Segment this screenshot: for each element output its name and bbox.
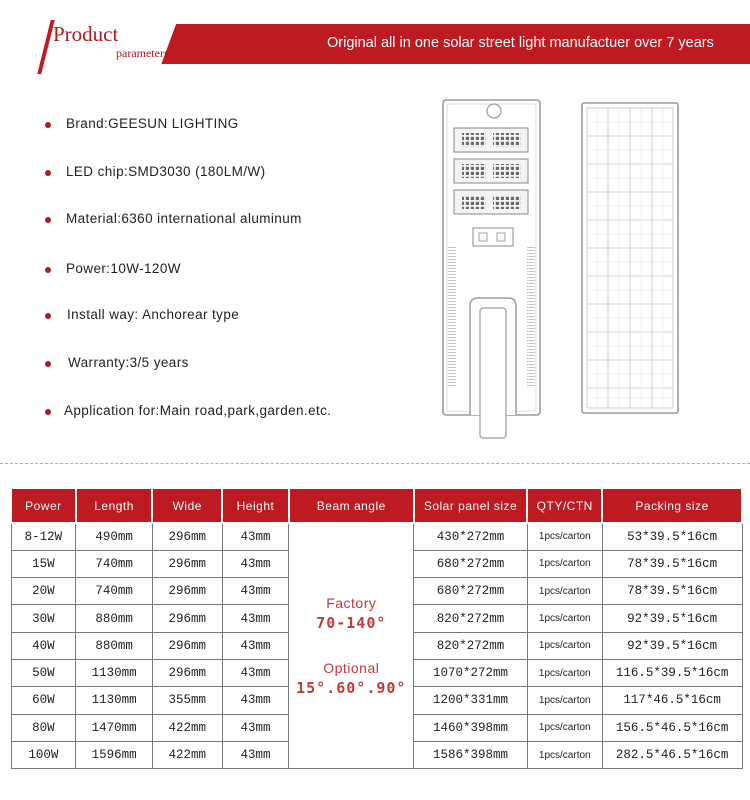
bullet-icon xyxy=(45,409,51,415)
cell-wide: 296mm xyxy=(152,523,222,550)
cell-qty-ctn: 1pcs/carton xyxy=(527,687,602,714)
cell-packing-size: 116.5*39.5*16cm xyxy=(602,659,742,686)
spec-table xyxy=(10,487,743,769)
cell-length: 1130mm xyxy=(76,687,153,714)
cell-qty-ctn: 1pcs/carton xyxy=(527,659,602,686)
bullet-icon xyxy=(45,267,51,273)
cell-height: 43mm xyxy=(222,523,289,550)
col-header-solar-panel-size: Solar panel size xyxy=(414,488,528,523)
cell-packing-size: 53*39.5*16cm xyxy=(602,523,742,550)
cell-length: 1596mm xyxy=(76,741,153,768)
col-header-power: Power xyxy=(11,488,76,523)
cell-solar-panel-size: 1200*331mm xyxy=(414,687,528,714)
cell-packing-size: 282.5*46.5*16cm xyxy=(602,741,742,768)
bullet-icon xyxy=(45,361,51,367)
bullet-icon xyxy=(45,122,51,128)
cell-length: 1470mm xyxy=(76,714,153,741)
banner-tagline: Original all in one solar street light manufactuer over 7 years xyxy=(327,35,714,51)
cell-power: 30W xyxy=(11,605,76,632)
light-front-view xyxy=(443,100,540,438)
product-drawings xyxy=(430,96,730,446)
cell-power: 15W xyxy=(11,550,76,577)
page-title: Product xyxy=(53,22,119,46)
cell-length: 880mm xyxy=(76,632,153,659)
cell-solar-panel-size: 1070*272mm xyxy=(414,659,528,686)
cell-power: 20W xyxy=(11,578,76,605)
cell-qty-ctn: 1pcs/carton xyxy=(527,550,602,577)
col-header-beam-angle: Beam angle xyxy=(289,488,414,523)
cell-wide: 355mm xyxy=(152,687,222,714)
spec-power: Power:10W-120W xyxy=(66,261,181,276)
cell-packing-size: 92*39.5*16cm xyxy=(602,605,742,632)
page-subtitle: parameters xyxy=(116,46,169,60)
cell-solar-panel-size: 820*272mm xyxy=(414,605,528,632)
cell-height: 43mm xyxy=(222,550,289,577)
bullet-icon xyxy=(45,313,51,319)
cell-height: 43mm xyxy=(222,687,289,714)
beam-factory-label: Factory xyxy=(326,595,377,612)
cell-wide: 296mm xyxy=(152,659,222,686)
section-divider xyxy=(0,463,750,464)
spec-led-chip: LED chip:SMD3030 (180LM/W) xyxy=(66,164,266,179)
solar-panel-back-view xyxy=(582,103,678,413)
cell-wide: 296mm xyxy=(152,632,222,659)
cell-qty-ctn: 1pcs/carton xyxy=(527,632,602,659)
cell-wide: 296mm xyxy=(152,578,222,605)
cell-wide: 422mm xyxy=(152,714,222,741)
cell-height: 43mm xyxy=(222,632,289,659)
cell-wide: 296mm xyxy=(152,550,222,577)
beam-optional-label: Optional xyxy=(323,660,380,677)
spec-brand: Brand:GEESUN LIGHTING xyxy=(66,116,239,131)
col-header-packing-size: Packing size xyxy=(602,488,742,523)
cell-packing-size: 156.5*46.5*16cm xyxy=(602,714,742,741)
beam-factory-value: 70-140° xyxy=(316,614,387,633)
cell-power: 60W xyxy=(11,687,76,714)
cell-height: 43mm xyxy=(222,605,289,632)
table-row xyxy=(11,523,742,550)
cell-solar-panel-size: 680*272mm xyxy=(414,578,528,605)
cell-length: 1130mm xyxy=(76,659,153,686)
col-header-wide: Wide xyxy=(152,488,222,523)
cell-qty-ctn: 1pcs/carton xyxy=(527,605,602,632)
spec-install-way: Install way: Anchorear type xyxy=(67,307,240,322)
beam-optional-value: 15°.60°.90° xyxy=(296,679,407,698)
cell-power: 40W xyxy=(11,632,76,659)
cell-length: 880mm xyxy=(76,605,153,632)
cell-qty-ctn: 1pcs/carton xyxy=(527,578,602,605)
spec-material: Material:6360 international aluminum xyxy=(66,211,302,226)
cell-length: 740mm xyxy=(76,578,153,605)
cell-solar-panel-size: 1586*398mm xyxy=(414,741,528,768)
cell-qty-ctn: 1pcs/carton xyxy=(527,714,602,741)
bullet-icon xyxy=(45,170,51,176)
cell-solar-panel-size: 430*272mm xyxy=(414,523,528,550)
cell-height: 43mm xyxy=(222,741,289,768)
cell-wide: 296mm xyxy=(152,605,222,632)
spec-application: Application for:Main road,park,garden.etc. xyxy=(64,403,332,418)
bullet-icon xyxy=(45,217,51,223)
cell-height: 43mm xyxy=(222,659,289,686)
cell-packing-size: 78*39.5*16cm xyxy=(602,550,742,577)
cell-packing-size: 117*46.5*16cm xyxy=(602,687,742,714)
cell-power: 80W xyxy=(11,714,76,741)
cell-packing-size: 78*39.5*16cm xyxy=(602,578,742,605)
cell-height: 43mm xyxy=(222,714,289,741)
cell-power: 50W xyxy=(11,659,76,686)
cell-solar-panel-size: 680*272mm xyxy=(414,550,528,577)
table-header-row xyxy=(11,488,742,523)
col-header-length: Length xyxy=(76,488,153,523)
col-header-qty-ctn: QTY/CTN xyxy=(527,488,602,523)
cell-beam-angle xyxy=(289,523,414,769)
spec-list xyxy=(0,0,420,440)
cell-qty-ctn: 1pcs/carton xyxy=(527,523,602,550)
cell-power: 100W xyxy=(11,741,76,768)
spec-warranty: Warranty:3/5 years xyxy=(68,355,189,370)
col-header-height: Height xyxy=(222,488,289,523)
cell-length: 490mm xyxy=(76,523,153,550)
cell-length: 740mm xyxy=(76,550,153,577)
cell-qty-ctn: 1pcs/carton xyxy=(527,741,602,768)
cell-solar-panel-size: 820*272mm xyxy=(414,632,528,659)
cell-height: 43mm xyxy=(222,578,289,605)
cell-solar-panel-size: 1460*398mm xyxy=(414,714,528,741)
sensor-icon xyxy=(487,104,501,118)
cell-packing-size: 92*39.5*16cm xyxy=(602,632,742,659)
cell-power: 8-12W xyxy=(11,523,76,550)
cell-wide: 422mm xyxy=(152,741,222,768)
